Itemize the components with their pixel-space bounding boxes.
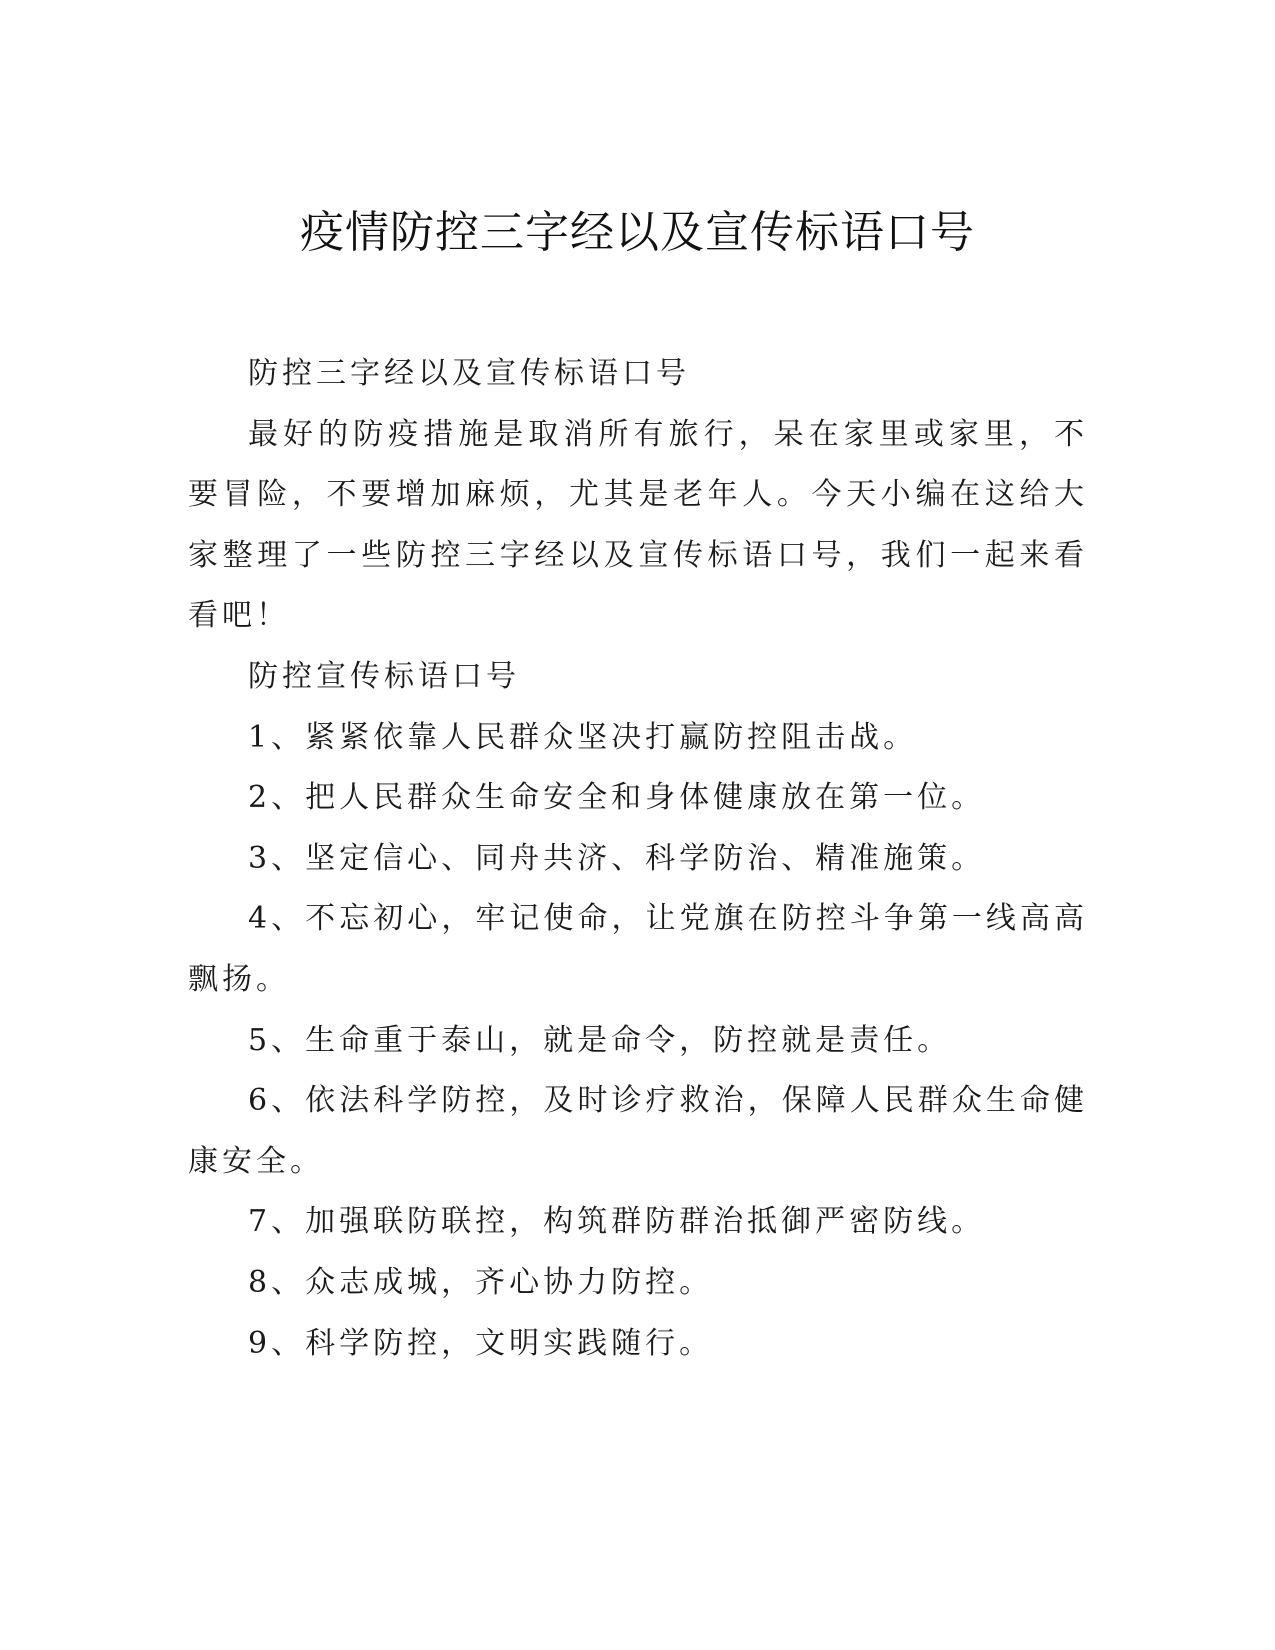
slogan-item-2: 2、把人民群众生命安全和身体健康放在第一位。 [248,780,986,816]
subtitle-paragraph: 防控三字经以及宣传标语口号 [248,356,690,391]
document-body [188,344,1088,1374]
document-title: 疫情防控三字经以及宣传标语口号 [300,207,975,258]
slogan-item-7: 7、加强联防联控，构筑群防群治抵御严密防线。 [248,1204,986,1240]
slogan-item-6: 6、依法科学防控，及时诊疗救治，保障人民群众生命健康安全。 [188,1083,1088,1179]
section-heading: 防控宣传标语口号 [248,658,520,694]
intro-paragraph: 最好的防疫措施是取消所有旅行，呆在家里或家里，不要冒险，不要增加麻烦，尤其是老年人。今天小编在这给大家整理了一些防控三字经以及宣传标语口号，我们一起来看看吧！ [188,416,1088,634]
slogan-item-5: 5、生命重于泰山，就是命令，防控就是责任。 [248,1022,952,1058]
slogan-item-3: 3、坚定信心、同舟共济、科学防治、精准施策。 [248,840,986,876]
slogan-item-4: 4、不忘初心，牢记使命，让党旗在防控斗争第一线高高飘扬。 [188,901,1088,997]
slogan-item-9: 9、科学防控，文明实践随行。 [248,1325,714,1361]
slogan-item-1: 1、紧紧依靠人民群众坚决打赢防控阻击战。 [248,719,918,755]
slogan-item-8: 8、众志成城，齐心协力防控。 [248,1264,714,1300]
